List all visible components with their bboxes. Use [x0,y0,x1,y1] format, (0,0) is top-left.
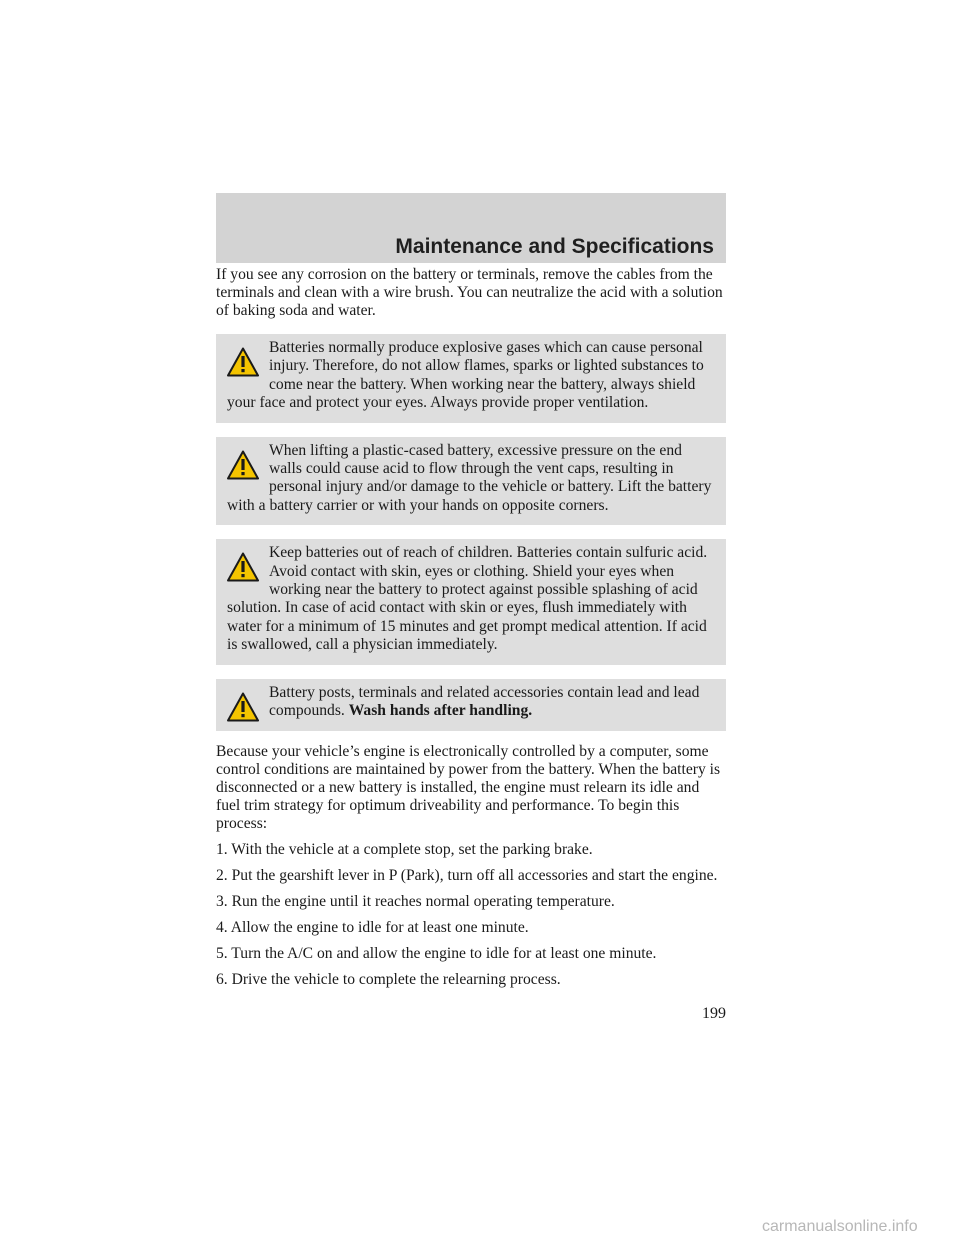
step-item: 6. Drive the vehicle to complete the relearning process. [216,970,561,988]
step-item: 1. With the vehicle at a complete stop, set the parking brake. [216,840,593,858]
warning-text: Batteries normally produce explosive gases which can cause personal injury. Therefore, do not allow flames, sparks or lighted substances to come near the battery. When working near the battery, always shield your face and protect your eyes. Always provide proper ventilation. [227,339,704,412]
step-item: 5. Turn the A/C on and allow the engine to idle for at least one minute. [216,944,657,962]
warning-box-lead [216,679,726,731]
warning-text: When lifting a plastic-cased battery, excessive pressure on the end walls could cause acid to flow through the vent caps, resulting in personal injury and/or damage to the vehicle or battery. Lift the battery with a battery carrier or with your hands on opposite corners. [227,441,712,514]
warning-box-explosive-gases [216,334,726,423]
page-content [216,266,726,997]
step-item: 4. Allow the engine to idle for at least one minute. [216,918,529,936]
warning-text: Battery posts, terminals and related accessories contain lead and lead compounds. [269,683,700,720]
warning-triangle-icon [227,450,259,480]
warning-box-children-acid [216,539,726,664]
page-number: 199 [702,1005,726,1022]
warning-triangle-icon [227,552,259,582]
step-item: 2. Put the gearshift lever in P (Park), turn off all accessories and start the engine. [216,866,718,884]
warning-text: Keep batteries out of reach of children. Batteries contain sulfuric acid. Avoid contact with skin, eyes or clothing. Shield your eyes when working near the battery to protect against possible splashing of acid solution. In case of acid contact with skin or eyes, flush immediately with water for a minimum of 15 minutes and get prompt medical attention. If acid is swallowed, call a physician immediately. [227,544,708,654]
section-header [216,193,726,263]
step-item: 3. Run the engine until it reaches normal operating temperature. [216,892,615,910]
warning-triangle-icon [227,347,259,377]
body-paragraph: Because your vehicle’s engine is electronically controlled by a computer, some control conditions are maintained by power from the battery. When the battery is disconnected or a new battery is installed, the engine must relearn its idle and fuel trim strategy for optimum driveability and performance. To begin this process: [216,742,721,832]
section-title: Maintenance and Specifications [395,235,714,258]
intro-paragraph: If you see any corrosion on the battery or terminals, remove the cables from the terminals and clean with a wire brush. You can neutralize the acid with a solution of baking soda and water. [216,266,723,319]
warning-box-lifting-battery [216,437,726,526]
warning-bold-text: Wash hands after handling. [348,702,533,720]
watermark: carmanualsonline.info [762,1218,918,1235]
warning-triangle-icon [227,692,259,722]
